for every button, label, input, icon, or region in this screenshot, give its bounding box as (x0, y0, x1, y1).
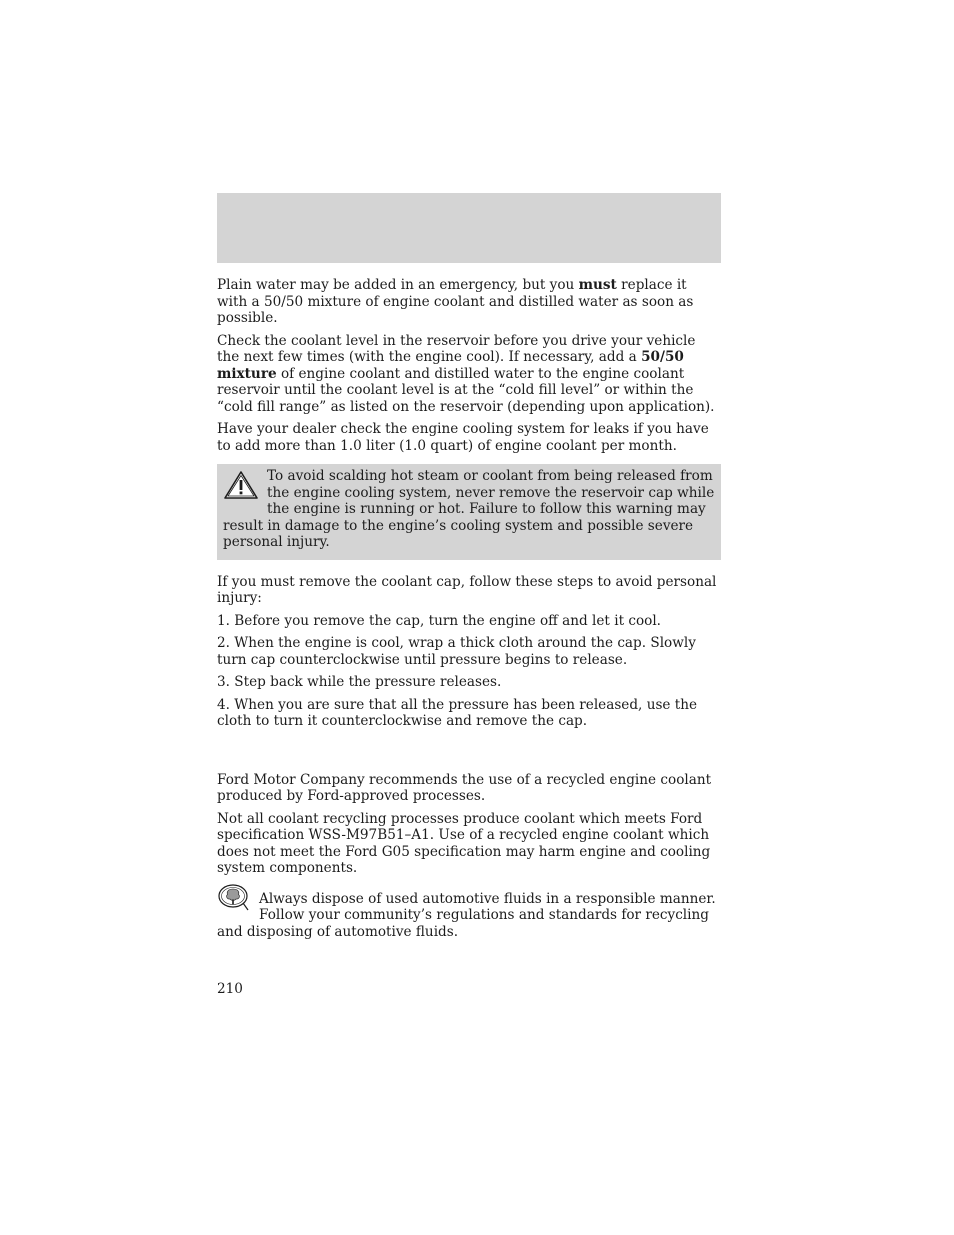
emphasis-must: must (578, 277, 617, 293)
step-1: 1. Before you remove the cap, turn the engine off and let it cool. (217, 612, 662, 629)
environment-text: Always dispose of used automotive fluids in a responsible manner. Follow your community’s regulations and standards for recycling and disposing of automotive fluids. (217, 890, 716, 940)
warning-box (217, 464, 721, 560)
section-header-band (217, 193, 721, 263)
step-2: 2. When the engine is cool, wrap a thick cloth around the cap. Slowly turn cap counterclockwise until pressure begins to release. (217, 635, 696, 668)
emphasis-mixture: 50/50 mixture (217, 349, 684, 382)
environment-note (217, 891, 721, 941)
environment-tree-icon (217, 883, 251, 913)
paragraph-recycling-spec: Not all coolant recycling processes produce coolant which meets Ford specification WSS-M97B51–A1. Use of a recycled engine coolant which does not meet the Ford G05 specification may harm engine and cooling system components. (217, 810, 711, 876)
step-4: 4. When you are sure that all the pressure has been released, use the cloth to turn it counterclockwise and remove the cap. (217, 696, 698, 729)
paragraph-check-coolant: Check the coolant level in the reservoir before you drive your vehicle the next few times (with the engine cool). If necessary, add a 50/50 mixture of engine coolant and distilled water to the engine coolant reservoir until the coolant level is at the “cold fill level” or within the “cold fill range” as listed on the reservoir (depending upon application). (217, 332, 715, 415)
paragraph-emergency-water: Plain water may be added in an emergency, but you must replace it with a 50/50 mixture of engine coolant and distilled water as soon as possible. (217, 277, 694, 326)
section-gap (217, 736, 721, 772)
warning-triangle-icon (223, 470, 259, 500)
paragraph-dealer-check: Have your dealer check the engine cooling system for leaks if you have to add more than 1.0 liter (1.0 quart) of engine coolant per month. (217, 421, 709, 454)
warning-text: To avoid scalding hot steam or coolant from being released from the engine cooling system, never remove the reservoir cap while the engine is running or hot. Failure to follow this warning may result in damage to the engine’s cooling system and possible severe personal injury. (223, 468, 715, 550)
paragraph-recycled-coolant: Ford Motor Company recommends the use of a recycled engine coolant produced by Ford-approved processes. (217, 771, 712, 804)
step-3: 3. Step back while the pressure releases. (217, 674, 502, 690)
page-content (217, 277, 721, 946)
steps-intro: If you must remove the coolant cap, follow these steps to avoid personal injury: (217, 573, 717, 606)
page-number: 210 (217, 981, 243, 997)
